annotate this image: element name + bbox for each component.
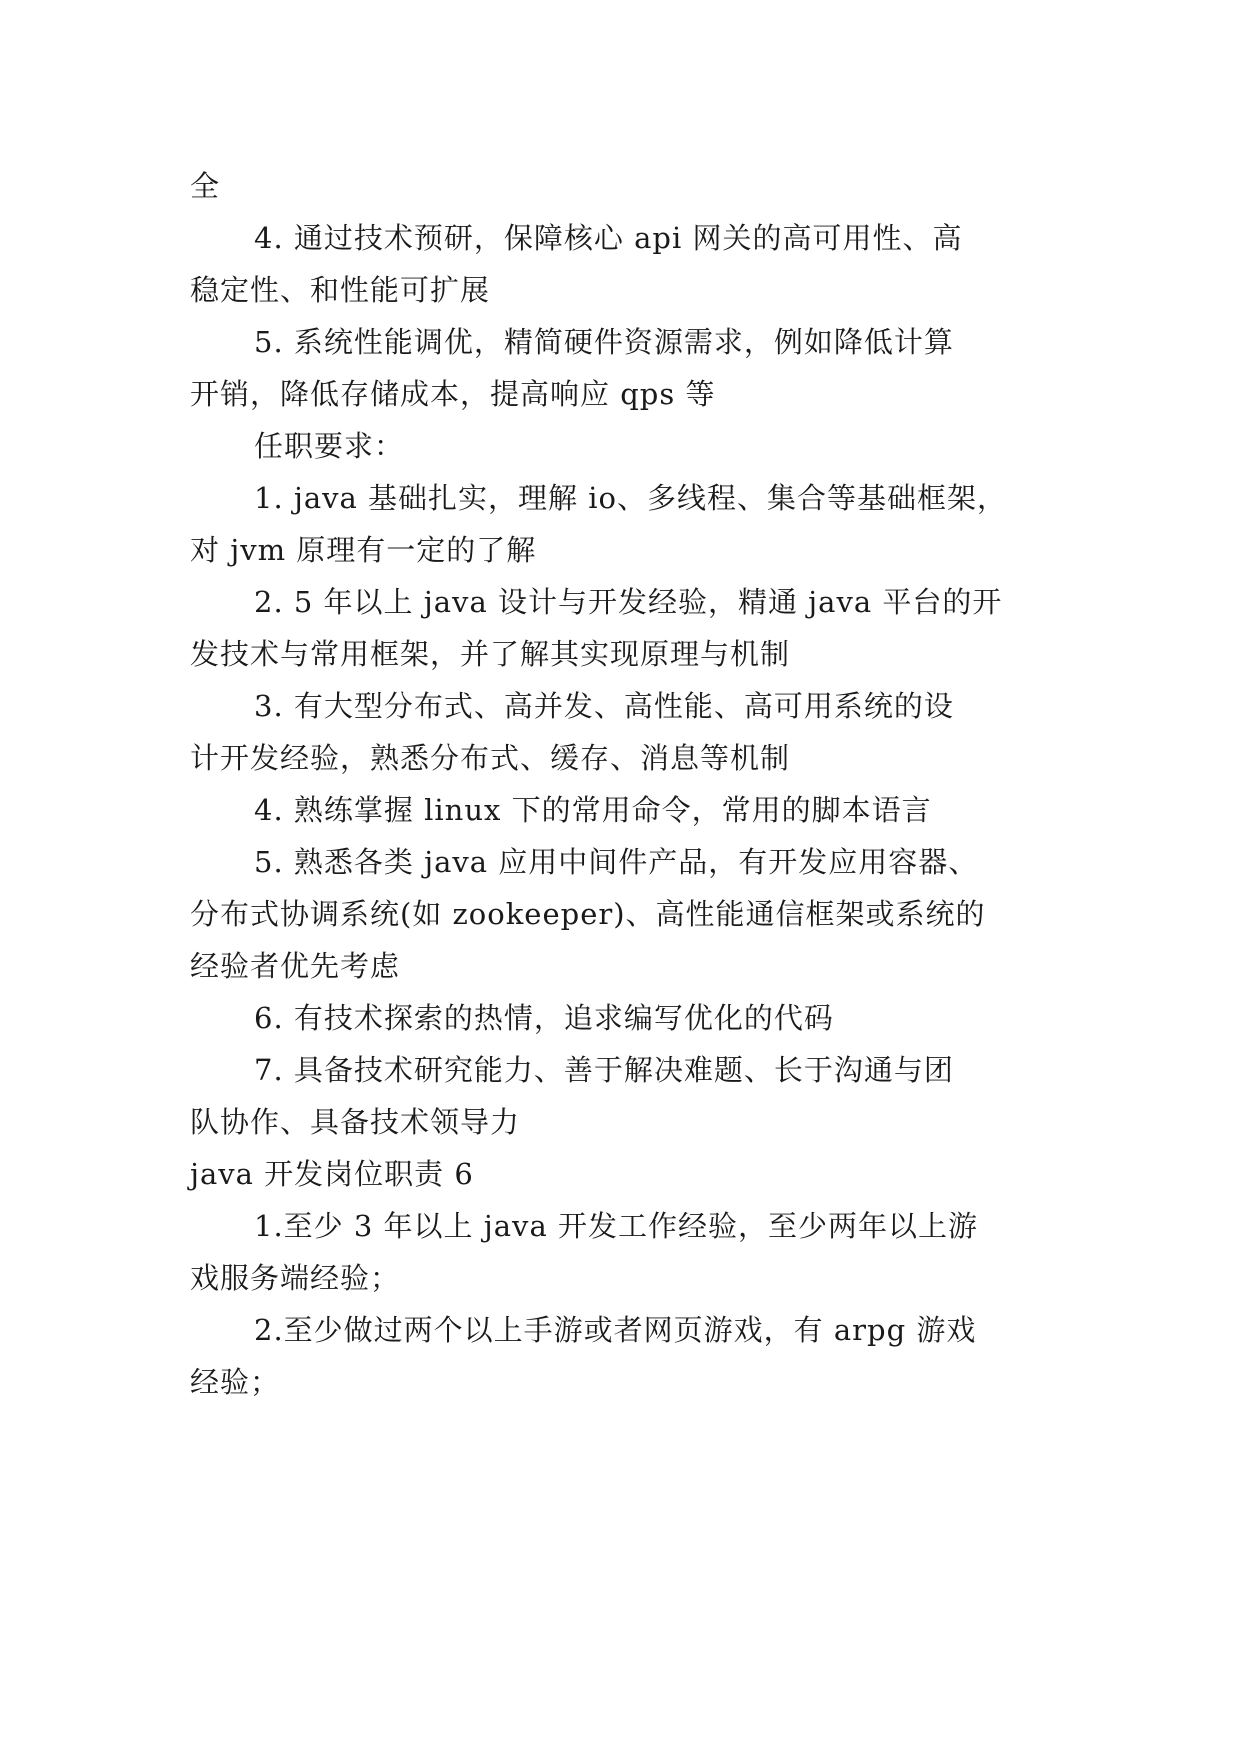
list-item: 2. 5 年以上 java 设计与开发经验，精通 java 平台的开: [254, 585, 1003, 619]
list-item: 2.至少做过两个以上手游或者网页游戏，有 arpg 游戏: [254, 1313, 977, 1347]
text-line: 队协作、具备技术领导力: [190, 1105, 521, 1139]
text-line: 稳定性、和性能可扩展: [190, 273, 491, 307]
list-item: 1.至少 3 年以上 java 开发工作经验，至少两年以上游: [254, 1209, 978, 1243]
list-item: 4. 熟练掌握 linux 下的常用命令，常用的脚本语言: [254, 793, 932, 827]
list-item: 5. 熟悉各类 java 应用中间件产品，有开发应用容器、: [254, 845, 979, 879]
list-item: 6. 有技术探索的热情，追求编写优化的代码: [254, 1001, 834, 1035]
list-item: 5. 系统性能调优，精简硬件资源需求，例如降低计算: [254, 325, 954, 359]
list-item: 7. 具备技术研究能力、善于解决难题、长于沟通与团: [254, 1053, 954, 1087]
text-line: 经验；: [190, 1365, 281, 1399]
text-line: 全: [190, 169, 221, 203]
list-item: 1. java 基础扎实，理解 io、多线程、集合等基础框架，: [254, 481, 1008, 515]
text-line: 分布式协调系统(如 zookeeper)、高性能通信框架或系统的: [190, 897, 986, 931]
text-line: 经验者优先考虑: [190, 949, 401, 983]
text-line: 对 jvm 原理有一定的了解: [190, 533, 537, 567]
text-line: 戏服务端经验；: [190, 1261, 401, 1295]
section-title: java 开发岗位职责 6: [190, 1157, 474, 1191]
list-item: 3. 有大型分布式、高并发、高性能、高可用系统的设: [254, 689, 954, 723]
section-heading: 任职要求：: [254, 429, 405, 463]
text-line: 发技术与常用框架，并了解其实现原理与机制: [190, 637, 791, 671]
text-line: 计开发经验，熟悉分布式、缓存、消息等机制: [190, 741, 791, 775]
list-item: 4. 通过技术预研，保障核心 api 网关的高可用性、高: [254, 221, 963, 255]
text-line: 开销，降低存储成本，提高响应 qps 等: [190, 377, 716, 411]
